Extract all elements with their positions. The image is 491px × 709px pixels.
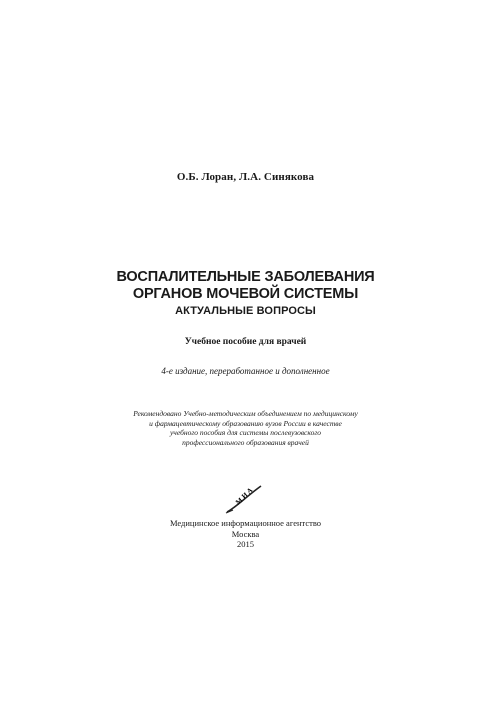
book-title-line-2: ОРГАНОВ МОЧЕВОЙ СИСТЕМЫ [132,286,359,302]
recommendation-line: Рекомендовано Учебно-методическим объединением по медицинскому [133,409,358,418]
recommendation-note [0,409,491,447]
logo-letter: М [234,496,245,507]
edition-note: 4-е издание, переработанное и дополненное [161,366,330,376]
book-purpose: Учебное пособие для врачей [184,337,307,347]
logo-letter: И [240,490,250,501]
book-subtitle: АКТУАЛЬНЫЕ ВОПРОСЫ [175,305,316,317]
recommendation-line: учебного пособия для системы послевузовского [169,428,322,437]
authors: О.Б. Лоран, Л.А. Синякова [176,171,315,183]
recommendation-line: профессионального образования врачей [182,437,309,447]
publisher-city: Москва [231,528,260,539]
publisher-block [0,518,491,550]
recommendation-line: и фармацевтическому образованию вузов России в качестве [149,418,342,428]
logo-letter: А [245,486,255,496]
mia-publisher-logo-icon [225,484,263,514]
book-title-line-1: ВОСПАЛИТЕЛЬНЫЕ ЗАБОЛЕВАНИЯ [116,269,375,285]
publisher-name: Медицинское информационное агентство [169,518,322,528]
publication-year: 2015 [237,539,254,549]
